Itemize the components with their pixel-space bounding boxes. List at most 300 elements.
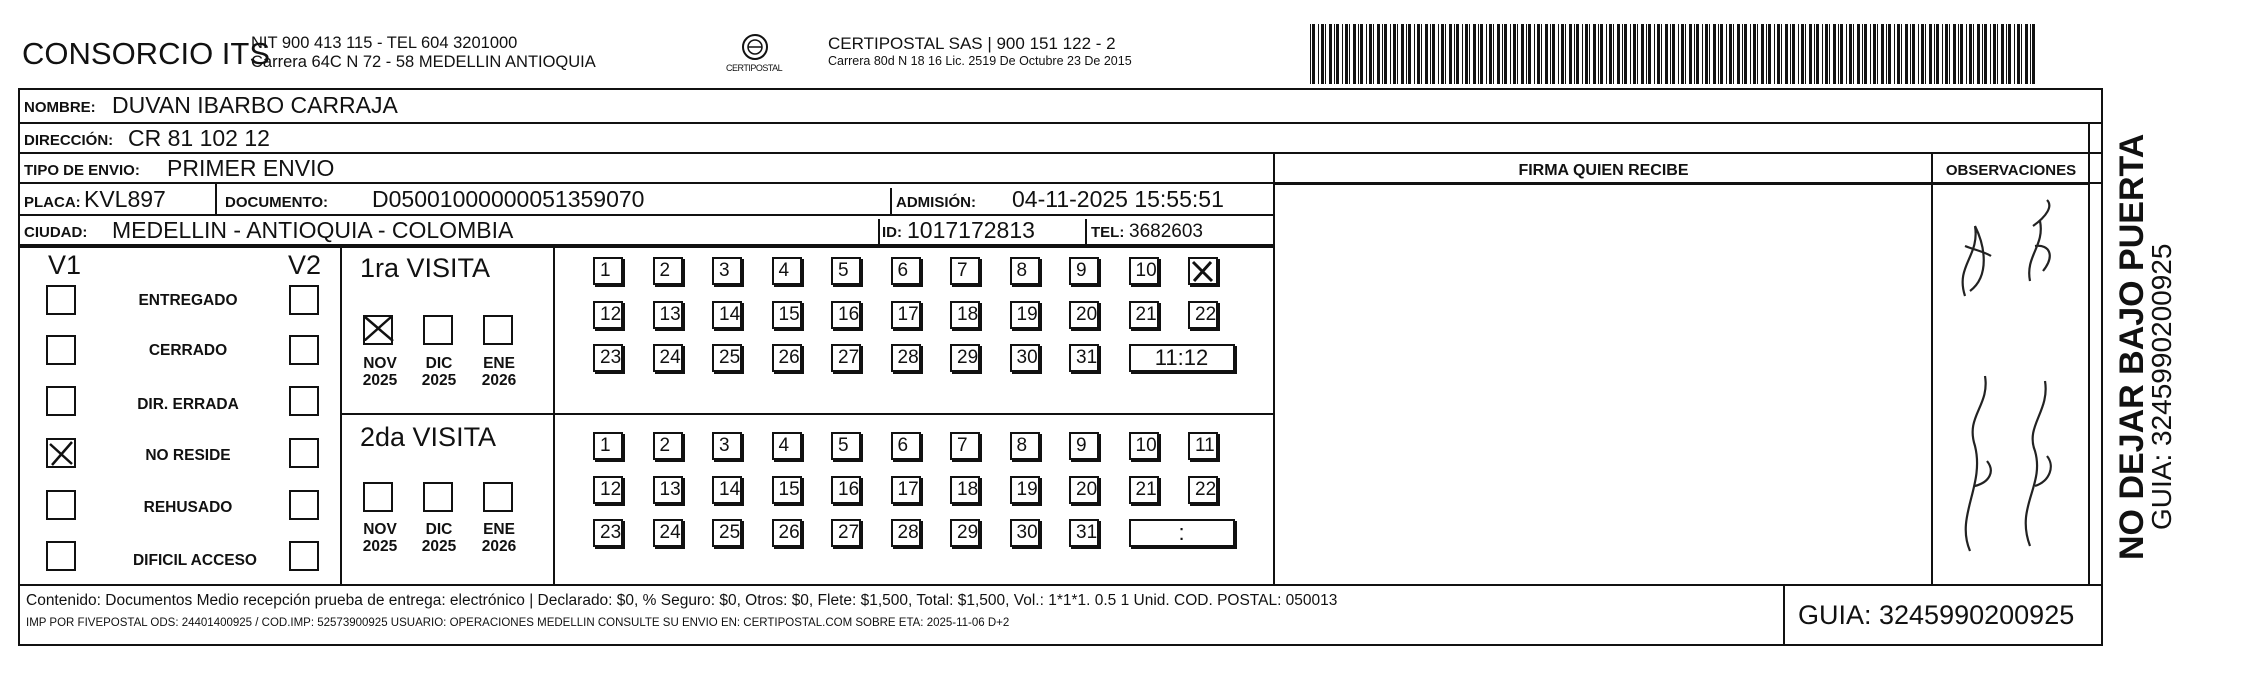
barcode-bar [1901, 24, 1902, 84]
barcode-bar [1661, 24, 1662, 84]
barcode-bar [1576, 24, 1579, 84]
barcode-bar [1958, 24, 1959, 84]
barcode-bar [1945, 24, 1948, 84]
barcode-bar [1469, 24, 1470, 84]
visit2-month-dic[interactable] [423, 482, 453, 512]
v1-check-dir-errada[interactable] [46, 386, 76, 416]
barcode-bar [1312, 24, 1315, 84]
guia-footer: GUIA: 3245990200925 [1798, 600, 2075, 630]
month-name: ENE [483, 521, 515, 538]
v1-check-entregado[interactable] [46, 285, 76, 315]
visit2-day-box[interactable]: 31 [1069, 519, 1099, 547]
firma-header: FIRMA QUIEN RECIBE [1518, 162, 1689, 179]
barcode-bar [1853, 24, 1854, 84]
visit2-day-box[interactable]: 27 [831, 519, 861, 547]
barcode-bar [1465, 24, 1468, 84]
visit2-day-box[interactable]: 2 [653, 432, 683, 460]
barcode-bar [1345, 24, 1348, 84]
observaciones-header: OBSERVACIONES [1945, 162, 2077, 179]
month-name: DIC [425, 521, 453, 538]
visit2-day-box[interactable]: 13 [653, 476, 683, 504]
barcode-bar [2014, 24, 2015, 84]
barcode-bar [1425, 24, 1428, 84]
visit1-day-box[interactable]: 31 [1069, 344, 1099, 372]
visit2-day-box[interactable]: 30 [1010, 519, 1040, 547]
barcode-bar [1785, 24, 1788, 84]
barcode-bar [1781, 24, 1782, 84]
barcode-bar [1982, 24, 1983, 84]
barcode-bar [1877, 24, 1878, 84]
barcode-bar [1541, 24, 1542, 84]
barcode-bar [1430, 24, 1431, 84]
visit2-day-box[interactable]: 10 [1129, 432, 1159, 460]
v1-check-cerrado[interactable] [46, 335, 76, 365]
barcode-bar [1462, 24, 1463, 84]
v2-check-rehusado[interactable] [289, 490, 319, 520]
barcode-bar [1670, 24, 1671, 84]
barcode-bar [1934, 24, 1935, 84]
barcode-bar [2021, 24, 2022, 84]
visit2-day-box[interactable]: 18 [950, 476, 980, 504]
barcode-bar [1358, 24, 1359, 84]
visit2-day-box[interactable]: 28 [891, 519, 921, 547]
visit2-day-box[interactable]: 14 [712, 476, 742, 504]
visit1-day-box[interactable]: 5 [831, 257, 861, 285]
visit2-title: 2da VISITA [360, 422, 497, 452]
visit1-day-box[interactable]: 13 [653, 301, 683, 329]
barcode-bar [1864, 24, 1867, 84]
tipo-envio-value: PRIMER ENVIO [167, 155, 335, 181]
barcode-bar [1897, 24, 1900, 84]
visit1-day-box[interactable]: 14 [712, 301, 742, 329]
v1-check-rehusado[interactable] [46, 490, 76, 520]
barcode-bar [1912, 24, 1915, 84]
barcode-bar [1696, 24, 1699, 84]
visit1-month-dic[interactable] [423, 315, 453, 345]
barcode-bar [1857, 24, 1860, 84]
status-entregado: ENTREGADO [138, 292, 238, 309]
barcode-bar [1888, 24, 1891, 84]
barcode-bar [1325, 24, 1326, 84]
courier-info [828, 33, 1132, 68]
barcode-bar [1438, 24, 1439, 84]
barcode-bar [1761, 24, 1764, 84]
barcode-bar [1929, 24, 1932, 84]
barcode-bar [1454, 24, 1455, 84]
v1-header: V1 [48, 250, 82, 280]
visit1-day-box[interactable]: 28 [891, 344, 921, 372]
visit2-day-box[interactable]: 11 [1188, 432, 1218, 460]
admision-value: 04-11-2025 15:55:51 [1012, 186, 1224, 212]
visit2-time-field[interactable]: : [1129, 519, 1235, 547]
barcode-bar [1528, 24, 1531, 84]
barcode-bar [1589, 24, 1590, 84]
barcode-bar [1360, 24, 1363, 84]
company-line-2: Carrera 64C N 72 - 58 MEDELLIN ANTIOQUIA [251, 53, 596, 71]
barcode-bar [1737, 24, 1740, 84]
barcode-bar [1513, 24, 1516, 84]
documento-value: D05001000000051359070 [372, 186, 645, 212]
barcode-bar [1705, 24, 1708, 84]
barcode-bar [1921, 24, 1924, 84]
placa-row [20, 184, 1275, 216]
barcode-bar [1342, 24, 1343, 84]
barcode-bar [1366, 24, 1367, 84]
company-name: CONSORCIO ITS [22, 36, 271, 71]
barcode-bar [1390, 24, 1391, 84]
visit1-day-box-checked[interactable] [1188, 257, 1218, 285]
barcode-bar [1593, 24, 1596, 84]
barcode-bar [1646, 24, 1647, 84]
visit2-day-box[interactable]: 20 [1069, 476, 1099, 504]
month-name: NOV [363, 521, 397, 538]
visit2-day-box[interactable]: 8 [1010, 432, 1040, 460]
barcode-bar [1654, 24, 1655, 84]
barcode-bar [1733, 24, 1734, 84]
barcode-bar [1497, 24, 1500, 84]
visit1-day-box[interactable]: 12 [593, 301, 623, 329]
barcode-bar [2032, 24, 2035, 84]
barcode-bar [1846, 24, 1847, 84]
company-line-1: NIT 900 413 115 - TEL 604 3201000 [251, 34, 518, 52]
visit1-day-box[interactable]: 9 [1069, 257, 1099, 285]
status-no-reside: NO RESIDE [145, 447, 231, 464]
barcode-bar [1624, 24, 1627, 84]
visit2-day-box[interactable]: 4 [772, 432, 802, 460]
visit1-day-box[interactable]: 6 [891, 257, 921, 285]
barcode-bar [1574, 24, 1575, 84]
barcode-bar [1713, 24, 1716, 84]
visit1-day-box[interactable]: 23 [593, 344, 623, 372]
barcode-bar [1886, 24, 1887, 84]
barcode-bar [1833, 24, 1836, 84]
barcode-bar [1757, 24, 1758, 84]
barcode-bar [1949, 24, 1950, 84]
visit2-month-nov[interactable] [363, 482, 393, 512]
visit2-day-box[interactable]: 1 [593, 432, 623, 460]
visit2-day-box[interactable]: 21 [1129, 476, 1159, 504]
status-cerrado: CERRADO [148, 342, 228, 359]
visit1-day-box[interactable]: 10 [1129, 257, 1159, 285]
visit1-day-box[interactable]: 25 [712, 344, 742, 372]
visit1-day-box[interactable]: 7 [950, 257, 980, 285]
barcode-bar [2030, 24, 2031, 84]
visit2-day-box[interactable]: 22 [1188, 476, 1218, 504]
month-year: 2026 [481, 372, 517, 389]
barcode-bar [1456, 24, 1459, 84]
barcode-bar [1408, 24, 1411, 84]
visit2-month-label-nov [355, 521, 405, 555]
company-info [251, 34, 596, 72]
ciudad-value: MEDELLIN - ANTIOQUIA - COLOMBIA [112, 217, 514, 243]
v2-check-cerrado[interactable] [289, 335, 319, 365]
visit2-month-label-dic [414, 521, 464, 555]
barcode-bar [1609, 24, 1612, 84]
barcode-bar [1493, 24, 1494, 84]
visit1-month-ene[interactable] [483, 315, 513, 345]
barcode-bar [1478, 24, 1479, 84]
barcode-bar [1582, 24, 1583, 84]
barcode-bar [1798, 24, 1799, 84]
barcode-bar [1613, 24, 1614, 84]
placa-label: PLACA: [24, 194, 81, 211]
direccion-label: DIRECCIÓN: [24, 132, 114, 149]
barcode-bar [1521, 24, 1524, 84]
nombre-label: NOMBRE: [24, 99, 96, 116]
barcode-bar [1617, 24, 1620, 84]
barcode-bar [1321, 24, 1324, 84]
barcode-bar [1401, 24, 1404, 84]
side-divider [2088, 124, 2090, 584]
visit1-day-box[interactable]: 26 [772, 344, 802, 372]
month-name: NOV [363, 355, 397, 372]
v1-check-no-reside[interactable] [46, 438, 76, 468]
visit2-day-box[interactable]: 16 [831, 476, 861, 504]
barcode-bar [1369, 24, 1372, 84]
barcode-bar [1641, 24, 1644, 84]
barcode-bar [1750, 24, 1751, 84]
documento-label: DOCUMENTO: [225, 194, 329, 211]
barcode-bar [1726, 24, 1727, 84]
status-dificil-acceso: DIFICIL ACCESO [132, 552, 257, 569]
v2-header: V2 [288, 250, 322, 280]
visit1-day-box[interactable]: 8 [1010, 257, 1040, 285]
barcode-bar [1816, 24, 1819, 84]
barcode-bar [1585, 24, 1588, 84]
status-dir-errada: DIR. ERRADA [137, 396, 239, 413]
visit1-day-box[interactable]: 3 [712, 257, 742, 285]
barcode-bar [1637, 24, 1638, 84]
visit1-time-field[interactable]: 11:12 [1129, 344, 1235, 372]
barcode-bar [1565, 24, 1566, 84]
v2-check-no-reside[interactable] [289, 438, 319, 468]
barcode-bar [1729, 24, 1732, 84]
barcode-bar [1537, 24, 1540, 84]
barcode-bar [1973, 24, 1974, 84]
visit1-day-box[interactable]: 19 [1010, 301, 1040, 329]
visit1-month-nov[interactable] [363, 315, 393, 345]
barcode-bar [1534, 24, 1535, 84]
barcode-bar [1742, 24, 1743, 84]
tel-label: TEL: [1091, 224, 1125, 241]
barcode-bar [1709, 24, 1710, 84]
month-name: DIC [425, 355, 453, 372]
barcode-bar [1873, 24, 1876, 84]
barcode-bar [1480, 24, 1483, 84]
barcode-bar [1598, 24, 1599, 84]
tipo-envio-label: TIPO DE ENVIO: [24, 162, 140, 179]
barcode-bar [1993, 24, 1996, 84]
visit1-title: 1ra VISITA [360, 253, 491, 283]
barcode-bar [1561, 24, 1564, 84]
barcode-bar [1790, 24, 1791, 84]
barcode-bar [1406, 24, 1407, 84]
barcode-bar [1552, 24, 1555, 84]
barcode-bar [1990, 24, 1991, 84]
id-label: ID: [882, 224, 902, 241]
visit1-day-box[interactable]: 30 [1010, 344, 1040, 372]
visit1-day-box[interactable]: 20 [1069, 301, 1099, 329]
v2-check-dir-errada[interactable] [289, 386, 319, 416]
barcode-bar [1414, 24, 1415, 84]
visit2-day-box[interactable]: 29 [950, 519, 980, 547]
barcode-bar [1966, 24, 1967, 84]
visit2-day-box[interactable]: 15 [772, 476, 802, 504]
obs-divider [1931, 154, 1933, 584]
tipo-envio-row [20, 154, 1275, 182]
barcode-bar [1334, 24, 1335, 84]
visit1-day-box[interactable]: 29 [950, 344, 980, 372]
barcode-bar [1489, 24, 1492, 84]
visit2-day-box[interactable]: 3 [712, 432, 742, 460]
visit1-month-label-ene [474, 355, 524, 389]
barcode-bar [1702, 24, 1703, 84]
barcode-bar [1648, 24, 1651, 84]
barcode-bar [1310, 24, 1311, 84]
visit2-day-box[interactable]: 6 [891, 432, 921, 460]
nombre-row [20, 90, 2102, 124]
visit1-day-box[interactable]: 22 [1188, 301, 1218, 329]
visit2-day-box[interactable]: 24 [653, 519, 683, 547]
barcode-bar [1681, 24, 1684, 84]
visit2-day-box[interactable]: 23 [593, 519, 623, 547]
tel-value: 3682603 [1129, 221, 1203, 242]
v1-check-dificil-acceso[interactable] [46, 541, 76, 571]
month-year: 2025 [421, 372, 457, 389]
barcode-bar [2006, 24, 2007, 84]
barcode-bar [1665, 24, 1668, 84]
visit1-day-box[interactable]: 18 [950, 301, 980, 329]
barcode-bar [1441, 24, 1444, 84]
barcode-bar [1432, 24, 1435, 84]
barcode-bar [1445, 24, 1446, 84]
barcode-bar [1504, 24, 1507, 84]
visit1-day-box[interactable]: 1 [593, 257, 623, 285]
barcode-bar [1318, 24, 1319, 84]
barcode-bar [1774, 24, 1775, 84]
barcode-bar [1382, 24, 1383, 84]
visit2-month-ene[interactable] [483, 482, 513, 512]
admision-label: ADMISIÓN: [896, 194, 976, 211]
barcode-bar [1510, 24, 1511, 84]
certipostal-logo-text: CERTIPOSTAL [726, 63, 783, 73]
barcode-bar [1862, 24, 1863, 84]
barcode-bar [1809, 24, 1812, 84]
check-x-icon [1190, 259, 1216, 283]
barcode-bar [1977, 24, 1980, 84]
barcode-bar [1377, 24, 1380, 84]
barcode-bar [1801, 24, 1804, 84]
visit1-day-box[interactable]: 16 [831, 301, 861, 329]
visit1-day-box[interactable]: 4 [772, 257, 802, 285]
barcode-bar [1694, 24, 1695, 84]
barcode-bar [1894, 24, 1895, 84]
visit2-day-box[interactable]: 7 [950, 432, 980, 460]
visit1-day-box[interactable]: 2 [653, 257, 683, 285]
barcode-bar [1849, 24, 1852, 84]
barcode-bar [1960, 24, 1963, 84]
courier-line-1: CERTIPOSTAL SAS | 900 151 122 - 2 [828, 34, 1116, 53]
barcode-bar [1969, 24, 1972, 84]
barcode-bar [1622, 24, 1623, 84]
barcode-bar [1685, 24, 1686, 84]
v2-check-dificil-acceso[interactable] [289, 541, 319, 571]
check-x-icon [46, 438, 76, 468]
barcode-bar [1936, 24, 1939, 84]
visit2-day-box[interactable]: 12 [593, 476, 623, 504]
status-rehusado: REHUSADO [143, 499, 233, 516]
barcode-bar [1766, 24, 1767, 84]
barcode-bar [1814, 24, 1815, 84]
visit2-day-box[interactable]: 26 [772, 519, 802, 547]
direccion-row [20, 124, 2102, 154]
nombre-value: DUVAN IBARBO CARRAJA [112, 92, 398, 118]
barcode-bar [1840, 24, 1843, 84]
barcode-bar [1672, 24, 1675, 84]
barcode-bar [1768, 24, 1771, 84]
placa-value: KVL897 [84, 186, 166, 212]
visit2-day-box[interactable]: 5 [831, 432, 861, 460]
barcode-bar [2025, 24, 2028, 84]
barcode-bar [1870, 24, 1871, 84]
barcode-bar [1829, 24, 1830, 84]
barcode-bar [1918, 24, 1919, 84]
barcode-bar [1753, 24, 1756, 84]
month-year: 2025 [362, 372, 398, 389]
barcode-bar [1997, 24, 1998, 84]
barcode-bar [1720, 24, 1723, 84]
month-year: 2026 [481, 538, 517, 555]
v2-check-entregado[interactable] [289, 285, 319, 315]
barcode-bar [1606, 24, 1607, 84]
month-year: 2025 [421, 538, 457, 555]
barcode-bar [1502, 24, 1503, 84]
barcode-bar [1336, 24, 1339, 84]
barcode-bar [1678, 24, 1679, 84]
no-dejar-text: NO DEJAR BAJO PUERTA [2113, 133, 2151, 560]
visit2-day-box[interactable]: 25 [712, 519, 742, 547]
barcode-bar [1421, 24, 1422, 84]
visit2-day-box[interactable]: 17 [891, 476, 921, 504]
barcode-bar [2001, 24, 2004, 84]
month-year: 2025 [362, 538, 398, 555]
barcode-bar [1550, 24, 1551, 84]
visit1-day-box[interactable]: 17 [891, 301, 921, 329]
barcode-bar [1569, 24, 1572, 84]
courier-line-2: Carrera 80d N 18 16 Lic. 2519 De Octubre 23 De 2015 [828, 54, 1132, 68]
barcode-bar [1517, 24, 1518, 84]
visit1-day-box[interactable]: 15 [772, 301, 802, 329]
visit2-day-box[interactable]: 9 [1069, 432, 1099, 460]
barcode-bar [1822, 24, 1823, 84]
barcode-bar [1393, 24, 1396, 84]
observaciones-handwriting [1935, 186, 2085, 582]
barcode-bar [1777, 24, 1780, 84]
barcode-bar [1630, 24, 1631, 84]
imp-text: IMP POR FIVEPOSTAL ODS: 24401400925 / COD.IMP: 52573900925 USUARIO: OPERACIONES MEDELLIN CONSULTE SU ENVIO EN: CERTIPOSTAL.COM SOBRE ETA: 2025-11-06 D+2 [26, 617, 1010, 629]
barcode-bar [1905, 24, 1908, 84]
visit1-day-box[interactable]: 27 [831, 344, 861, 372]
barcode-bar [1526, 24, 1527, 84]
visit2-day-box[interactable]: 19 [1010, 476, 1040, 504]
barcode-bar [1558, 24, 1559, 84]
visit1-month-label-dic [414, 355, 464, 389]
barcode-bar [1942, 24, 1943, 84]
barcode-bar [1449, 24, 1452, 84]
barcode-bar [1417, 24, 1420, 84]
visit1-day-box[interactable]: 24 [653, 344, 683, 372]
visit1-day-box[interactable]: 21 [1129, 301, 1159, 329]
